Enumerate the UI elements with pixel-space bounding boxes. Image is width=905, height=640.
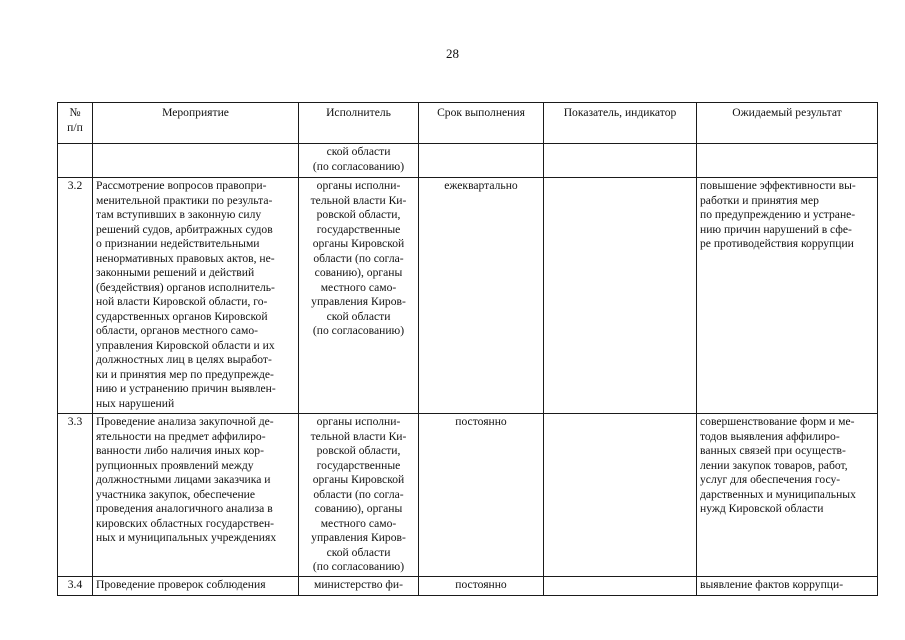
header-deadline: Срок выполнения xyxy=(419,103,544,144)
action-plan-table xyxy=(57,102,878,596)
cell-deadline xyxy=(419,144,544,178)
cell-number xyxy=(58,144,93,178)
cell-result: выявление фактов коррупци- xyxy=(697,577,878,596)
cell-indicator xyxy=(544,178,697,414)
header-indicator: Показатель, индикатор xyxy=(544,103,697,144)
cell-number: 3.3 xyxy=(58,414,93,577)
cell-activity: Рассмотрение вопросов правопри- менительной практики по результа- там вступивших в законную силу решений судов, арбитражных судов о признании недействительными ненормативных правовых актов, не- законными решений и действий (бездействия) органов исполнитель- ной власти Кировской области, го- сударственных органов Кировской области, органов местного само- управления Кировской области и их должностных лиц в целях выработ- ки и принятия мер по предупрежде- нию и устранению причин выявлен- ных нарушений xyxy=(93,178,299,414)
cell-executor: министерство фи- xyxy=(299,577,419,596)
cell-activity: Проведение анализа закупочной де- ятельности на предмет аффилиро- ванности либо наличия иных кор- рупционных проявлений между должностными лицами заказчика и участника закупок, обеспечение проведения аналогичного анализа в кировских областных государствен- ных и муниципальных учреждениях xyxy=(93,414,299,577)
cell-result: повышение эффективности вы- работки и принятия мер по предупреждению и устране- нию причин нарушений в сфе- ре противодействия коррупции xyxy=(697,178,878,414)
cell-activity xyxy=(93,144,299,178)
table-row-continuation xyxy=(58,144,878,178)
cell-number: 3.4 xyxy=(58,577,93,596)
cell-indicator xyxy=(544,414,697,577)
cell-result xyxy=(697,144,878,178)
table-header-row xyxy=(58,103,878,144)
header-result: Ожидаемый результат xyxy=(697,103,878,144)
cell-deadline: постоянно xyxy=(419,414,544,577)
cell-executor: органы исполни- тельной власти Ки- ровской области, государственные органы Кировской области (по согла- сованию), органы местного само- управления Киров- ской области (по согласованию) xyxy=(299,414,419,577)
table-row xyxy=(58,178,878,414)
cell-executor: органы исполни- тельной власти Ки- ровской области, государственные органы Кировской области (по согла- сованию), органы местного само- управления Киров- ской области (по согласованию) xyxy=(299,178,419,414)
cell-result: совершенствование форм и ме- тодов выявления аффилиро- ванных связей при осуществ- лении закупок товаров, работ, услуг для обеспечения госу- дарственных и муниципальных нужд Кировской области xyxy=(697,414,878,577)
cell-executor: ской области (по согласованию) xyxy=(299,144,419,178)
page-number: 28 xyxy=(446,46,459,61)
cell-indicator xyxy=(544,577,697,596)
table-row xyxy=(58,414,878,577)
header-activity: Мероприятие xyxy=(93,103,299,144)
header-executor: Исполнитель xyxy=(299,103,419,144)
cell-deadline: ежеквартально xyxy=(419,178,544,414)
cell-number: 3.2 xyxy=(58,178,93,414)
cell-deadline: постоянно xyxy=(419,577,544,596)
cell-indicator xyxy=(544,144,697,178)
cell-activity: Проведение проверок соблюдения xyxy=(93,577,299,596)
header-number: № п/п xyxy=(58,103,93,144)
table-row xyxy=(58,577,878,596)
